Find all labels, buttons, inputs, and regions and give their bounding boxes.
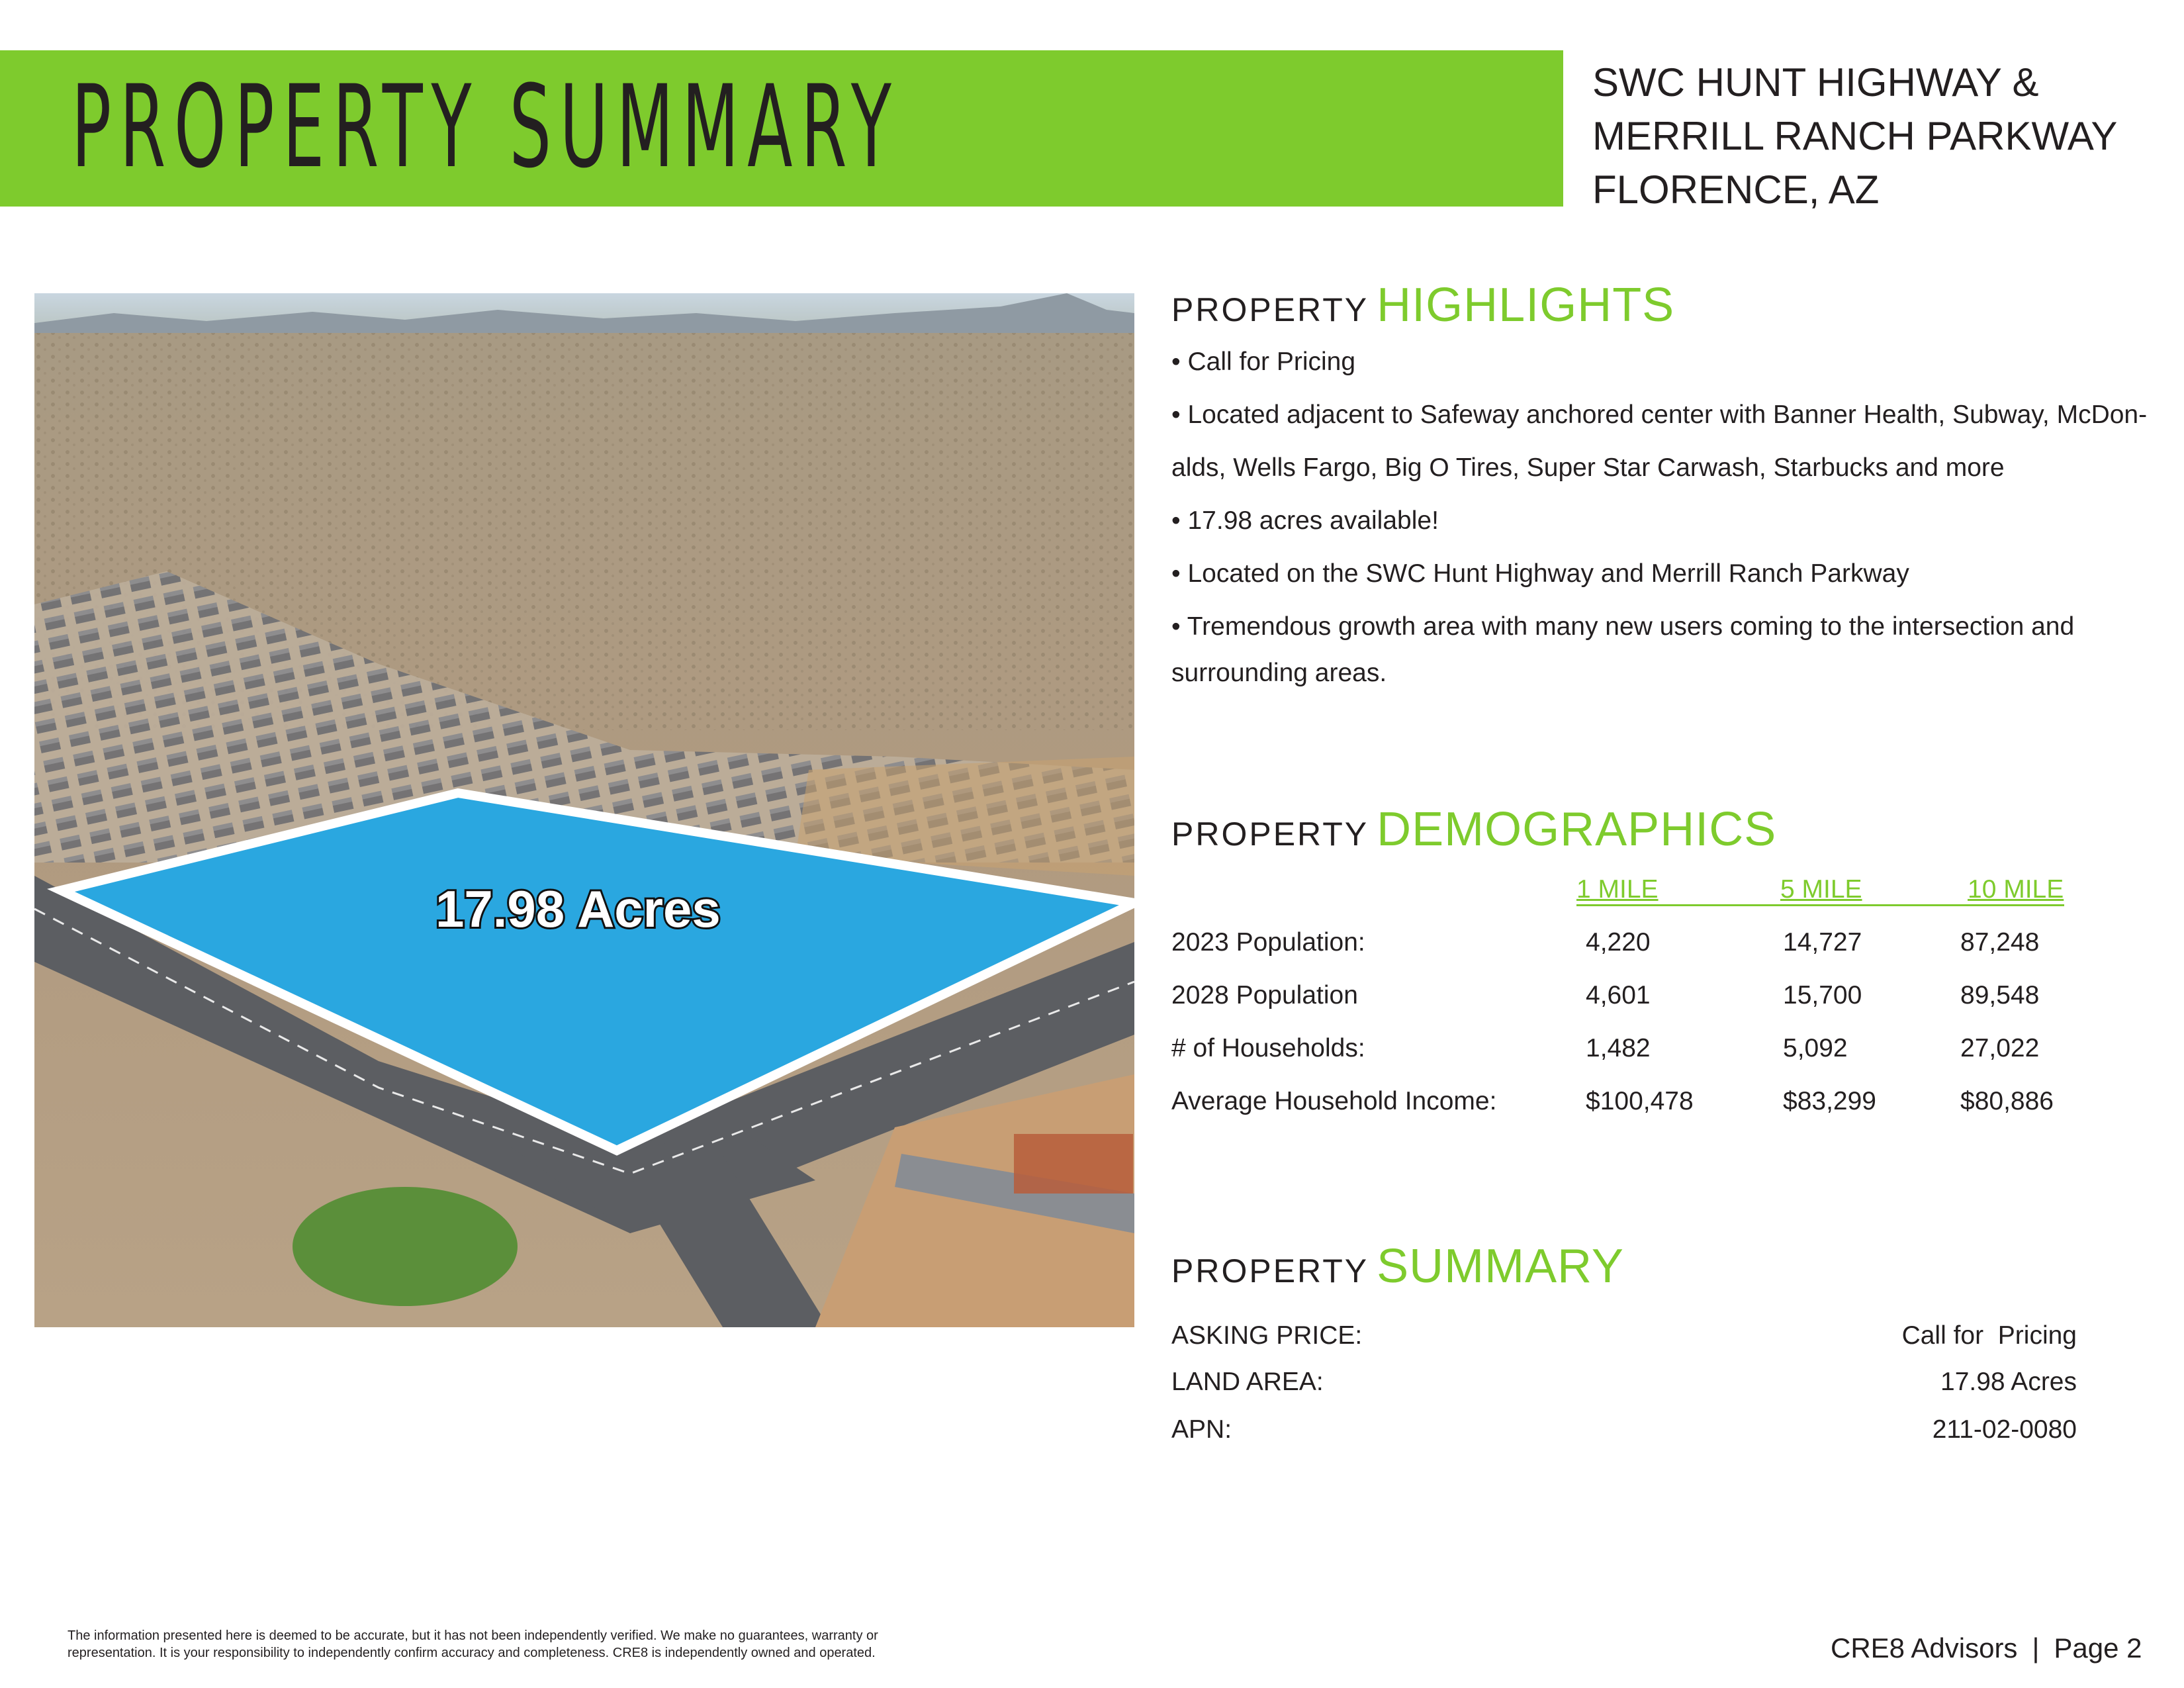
address-line: SWC HUNT HIGHWAY &	[1592, 60, 2039, 105]
demographics-column-header: 10 MILE	[1968, 875, 2064, 904]
list-item: surrounding areas.	[1171, 659, 1387, 687]
heading-emphasis: SUMMARY	[1377, 1240, 1624, 1293]
page-title: PROPERTY SUMMARY	[71, 60, 900, 193]
row-value: 87,248	[1960, 928, 2040, 957]
disclaimer-line: The information presented here is deemed to be accurate, but it has not been independently verified. We make no guarantees, warranty or	[68, 1628, 878, 1643]
list-item: • Located adjacent to Safeway anchored center with Banner Health, Subway, McDon-	[1171, 400, 2148, 429]
row-value: 89,548	[1960, 981, 2040, 1009]
row-label: 2023 Population:	[1171, 928, 1365, 957]
row-value: 4,601	[1586, 981, 1651, 1009]
row-value: 5,092	[1783, 1034, 1848, 1062]
row-value: 4,220	[1586, 928, 1651, 957]
address-line: MERRILL RANCH PARKWAY	[1592, 114, 2118, 158]
row-value: $83,299	[1783, 1087, 1876, 1115]
row-value: $100,478	[1586, 1087, 1694, 1115]
column-header-rule	[1576, 904, 2064, 906]
highlights-heading	[1171, 278, 1674, 332]
disclaimer-line: representation. It is your responsibility to independently confirm accuracy and completeness. CRE8 is independently owned and operated.	[68, 1646, 876, 1660]
row-value: 14,727	[1783, 928, 1862, 957]
heading-prefix: PROPERTY	[1171, 816, 1369, 853]
aerial-photo	[34, 293, 1134, 1327]
row-label: Average Household Income:	[1171, 1087, 1497, 1115]
aerial-photo-illustration	[34, 293, 1134, 1327]
summary-value: 211-02-0080	[1932, 1415, 2077, 1444]
list-item: • Tremendous growth area with many new users coming to the intersection and	[1171, 612, 2075, 641]
heading-prefix: PROPERTY	[1171, 1252, 1369, 1289]
summary-label: APN:	[1171, 1415, 1232, 1444]
heading-emphasis: DEMOGRAPHICS	[1377, 803, 1777, 856]
demographics-heading	[1171, 802, 1776, 857]
row-value: 1,482	[1586, 1034, 1651, 1062]
footer-separator: |	[2032, 1632, 2040, 1664]
company-name: CRE8 Advisors	[1831, 1632, 2018, 1664]
summary-value: Call for Pricing	[1901, 1321, 2077, 1350]
list-item: • 17.98 acres available!	[1171, 506, 1439, 535]
row-label: 2028 Population	[1171, 981, 1358, 1009]
summary-heading	[1171, 1239, 1624, 1293]
heading-prefix: PROPERTY	[1171, 291, 1369, 328]
heading-emphasis: HIGHLIGHTS	[1377, 279, 1675, 332]
demographics-column-header: 1 MILE	[1576, 875, 1659, 904]
summary-label: LAND AREA:	[1171, 1368, 1324, 1396]
page-number: Page 2	[2054, 1632, 2142, 1664]
row-value: $80,886	[1960, 1087, 2054, 1115]
list-item: alds, Wells Fargo, Big O Tires, Super Star Carwash, Starbucks and more	[1171, 453, 2005, 482]
demographics-column-header: 5 MILE	[1780, 875, 1862, 904]
page-footer	[1831, 1632, 2142, 1664]
address-line: FLORENCE, AZ	[1592, 167, 1880, 212]
row-label: # of Households:	[1171, 1034, 1365, 1062]
row-value: 15,700	[1783, 981, 1862, 1009]
summary-label: ASKING PRICE:	[1171, 1321, 1363, 1350]
property-address	[1592, 56, 2117, 216]
parcel-label: 17.98 Acres	[435, 880, 721, 938]
row-value: 27,022	[1960, 1034, 2040, 1062]
list-item: • Located on the SWC Hunt Highway and Merrill Ranch Parkway	[1171, 559, 1909, 588]
summary-value: 17.98 Acres	[1940, 1368, 2077, 1396]
list-item: • Call for Pricing	[1171, 348, 1356, 376]
disclaimer	[68, 1627, 1100, 1662]
